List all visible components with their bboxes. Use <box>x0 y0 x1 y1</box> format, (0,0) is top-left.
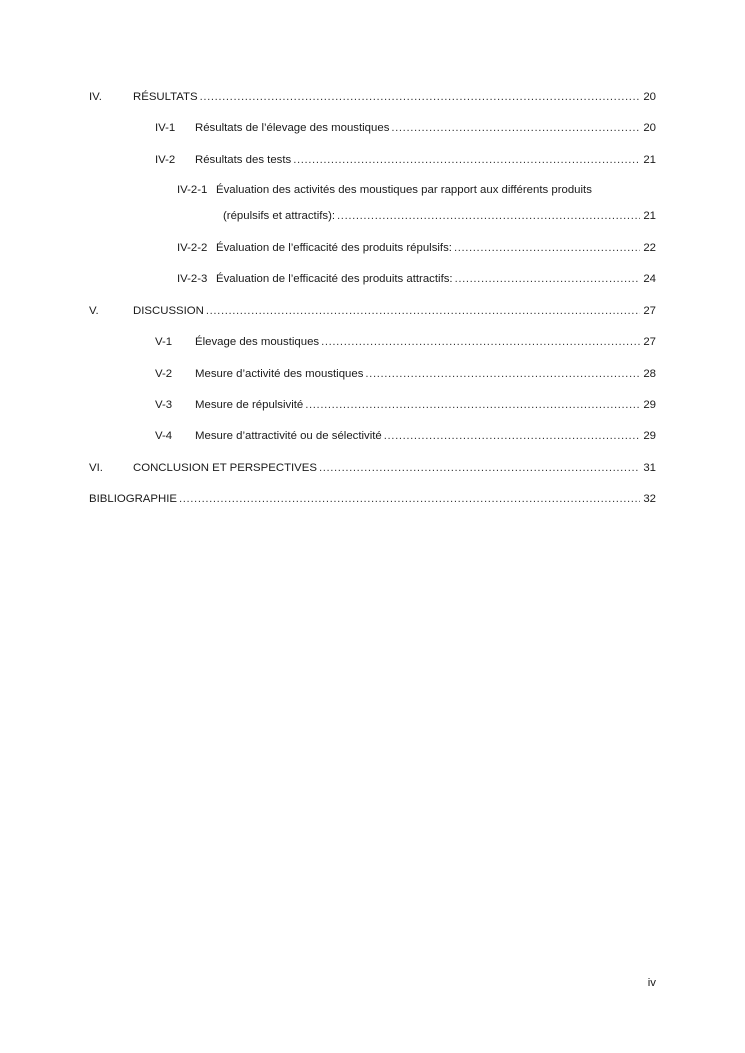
toc-entry-v-4[interactable] <box>0 428 745 444</box>
toc-title: Résultats de l’élevage des moustiques <box>195 122 390 134</box>
toc-number: V-3 <box>155 399 173 411</box>
toc-entry-iv-2-1[interactable] <box>0 182 745 198</box>
dot-leader <box>305 397 640 413</box>
toc-page-number: 27 <box>643 336 656 348</box>
toc-number: IV-1 <box>155 122 176 134</box>
toc-entry-v-1[interactable] <box>0 334 745 350</box>
toc-entry-iv-2-2[interactable] <box>0 240 745 256</box>
dot-leader <box>319 460 640 476</box>
toc-entry-bibliographie[interactable] <box>0 491 745 507</box>
toc-page-number: 21 <box>643 210 656 222</box>
toc-number: IV-2-2 <box>177 242 208 254</box>
toc-entry-iv-2-1-continuation[interactable] <box>0 208 745 224</box>
dot-leader <box>200 89 641 105</box>
toc-title: Évaluation de l’efficacité des produits répulsifs: <box>216 242 452 254</box>
toc-page-number: 22 <box>643 242 656 254</box>
page-folio: iv <box>647 977 656 989</box>
dot-leader <box>365 366 640 382</box>
dot-leader <box>384 428 641 444</box>
toc-page-number: 27 <box>643 305 656 317</box>
toc-page-number: 29 <box>643 399 656 411</box>
toc-title: Mesure d’attractivité ou de sélectivité <box>195 430 382 442</box>
toc-title: RÉSULTATS <box>133 91 198 103</box>
toc-page-number: 20 <box>643 122 656 134</box>
toc-title: Résultats des tests <box>195 154 292 166</box>
toc-entry-iv-1[interactable] <box>0 120 745 136</box>
dot-leader <box>321 334 640 350</box>
toc-number: IV-2-3 <box>177 273 208 285</box>
toc-entry-vi[interactable] <box>0 460 745 476</box>
toc-page-number: 24 <box>643 273 656 285</box>
toc-entry-v-2[interactable] <box>0 366 745 382</box>
toc-number: IV-2 <box>155 154 176 166</box>
toc-title: Mesure d’activité des moustiques <box>195 368 364 380</box>
toc-page-number: 32 <box>643 493 656 505</box>
dot-leader <box>337 208 640 224</box>
dot-leader <box>455 271 641 287</box>
toc-title: DISCUSSION <box>133 305 204 317</box>
toc-title: Élevage des moustiques <box>195 336 320 348</box>
toc-number: V-2 <box>155 368 173 380</box>
toc-number: V-4 <box>155 430 173 442</box>
dot-leader <box>293 152 640 168</box>
dot-leader <box>454 240 640 256</box>
toc-entry-iv-2-3[interactable] <box>0 271 745 287</box>
toc-page-number: 29 <box>643 430 656 442</box>
toc-number: V. <box>89 305 99 317</box>
toc-number: IV. <box>89 91 102 103</box>
toc-number: VI. <box>89 462 103 474</box>
toc-entry-v-3[interactable] <box>0 397 745 413</box>
toc-entry-iv[interactable] <box>0 89 745 105</box>
toc-number: IV-2-1 <box>177 184 208 196</box>
toc-page-number: 28 <box>643 368 656 380</box>
toc-title-line2: (répulsifs et attractifs): <box>223 210 336 222</box>
dot-leader <box>391 120 640 136</box>
toc-page-number: 21 <box>643 154 656 166</box>
toc-page-number: 31 <box>643 462 656 474</box>
dot-leader <box>179 491 640 507</box>
toc-entry-v[interactable] <box>0 303 745 319</box>
toc-title: BIBLIOGRAPHIE <box>89 493 177 505</box>
toc-title: Mesure de répulsivité <box>195 399 304 411</box>
toc-title: Évaluation de l’efficacité des produits attractifs: <box>216 273 453 285</box>
toc-number: V-1 <box>155 336 173 348</box>
toc-page-number: 20 <box>643 91 656 103</box>
dot-leader <box>206 303 640 319</box>
toc-title-line1: Évaluation des activités des moustiques par rapport aux différents produits <box>216 184 592 196</box>
toc-title: CONCLUSION ET PERSPECTIVES <box>133 462 317 474</box>
toc-entry-iv-2[interactable] <box>0 152 745 168</box>
